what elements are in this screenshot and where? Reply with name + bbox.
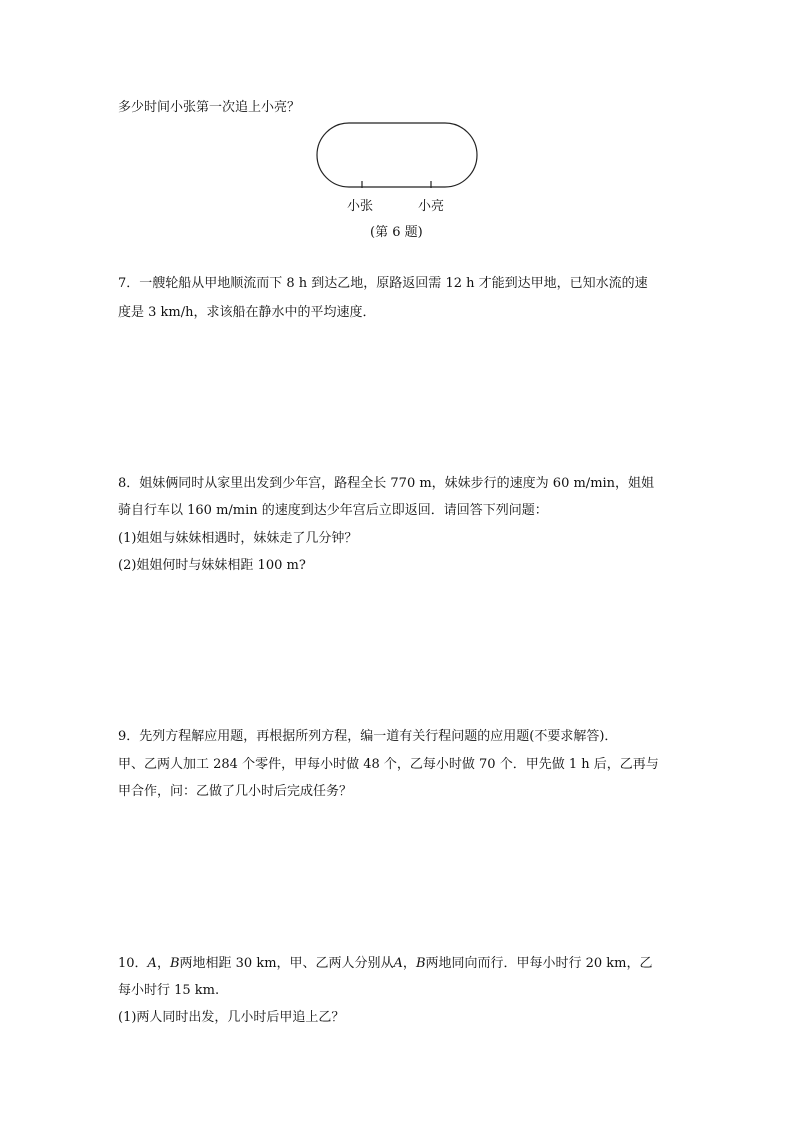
point-b-2: B xyxy=(415,956,426,971)
q9-line2: 甲、乙两人加工 284 个零件，甲每小时做 48 个，乙每小时做 70 个．甲先做 1 h 后，乙再与 xyxy=(118,757,659,772)
q8-line1: 8．姐妹俩同时从家里出发到少年宫，路程全长 770 m，妹妹步行的速度为 60 m/min，姐姐 xyxy=(118,476,655,491)
point-a-2: A xyxy=(393,956,403,971)
track-diagram xyxy=(316,122,478,192)
label-zhang: 小张 xyxy=(347,199,374,214)
q6-tail: 多少时间小张第一次追上小亮？ xyxy=(118,100,301,115)
q8-line2: 骑自行车以 160 m/min 的速度到达少年宫后立即返回．请回答下列问题： xyxy=(118,503,548,518)
q10-line1 xyxy=(118,952,653,971)
q10-text1: 两地相距 30 km，甲、乙两人分别从 xyxy=(179,956,394,971)
q8-sub2: (2)姐姐何时与妹妹相距 100 m? xyxy=(118,558,306,573)
q10-sub1: (1)两人同时出发，几小时后甲追上乙？ xyxy=(118,1010,345,1025)
track-figure xyxy=(316,122,478,196)
q9-line1: 9．先列方程解应用题，再根据所列方程，编一道有关行程问题的应用题(不要求解答)． xyxy=(118,729,618,744)
q10-text2: 两地同向而行．甲每小时行 20 km，乙 xyxy=(425,956,653,971)
q10-number: 10． xyxy=(118,956,148,971)
point-a: A xyxy=(147,956,157,971)
q8-sub1: (1)姐姐与妹妹相遇时，妹妹走了几分钟？ xyxy=(118,531,358,546)
label-liang: 小亮 xyxy=(418,199,445,214)
figure-caption: (第 6 题) xyxy=(370,225,423,240)
q10-sep-2: ， xyxy=(402,956,416,971)
q9-line3: 甲合作，问：乙做了几小时后完成任务？ xyxy=(118,784,353,799)
track-oval xyxy=(317,123,477,187)
q7-line2: 度是 3 km/h，求该船在静水中的平均速度． xyxy=(118,305,376,320)
q7-line1: 7．一艘轮船从甲地顺流而下 8 h 到达乙地，原路返回需 12 h 才能到达甲地，已知水流的速 xyxy=(118,276,648,291)
q10-sep: ， xyxy=(156,956,170,971)
point-b: B xyxy=(169,956,180,971)
q10-line2: 每小时行 15 km. xyxy=(118,983,220,998)
